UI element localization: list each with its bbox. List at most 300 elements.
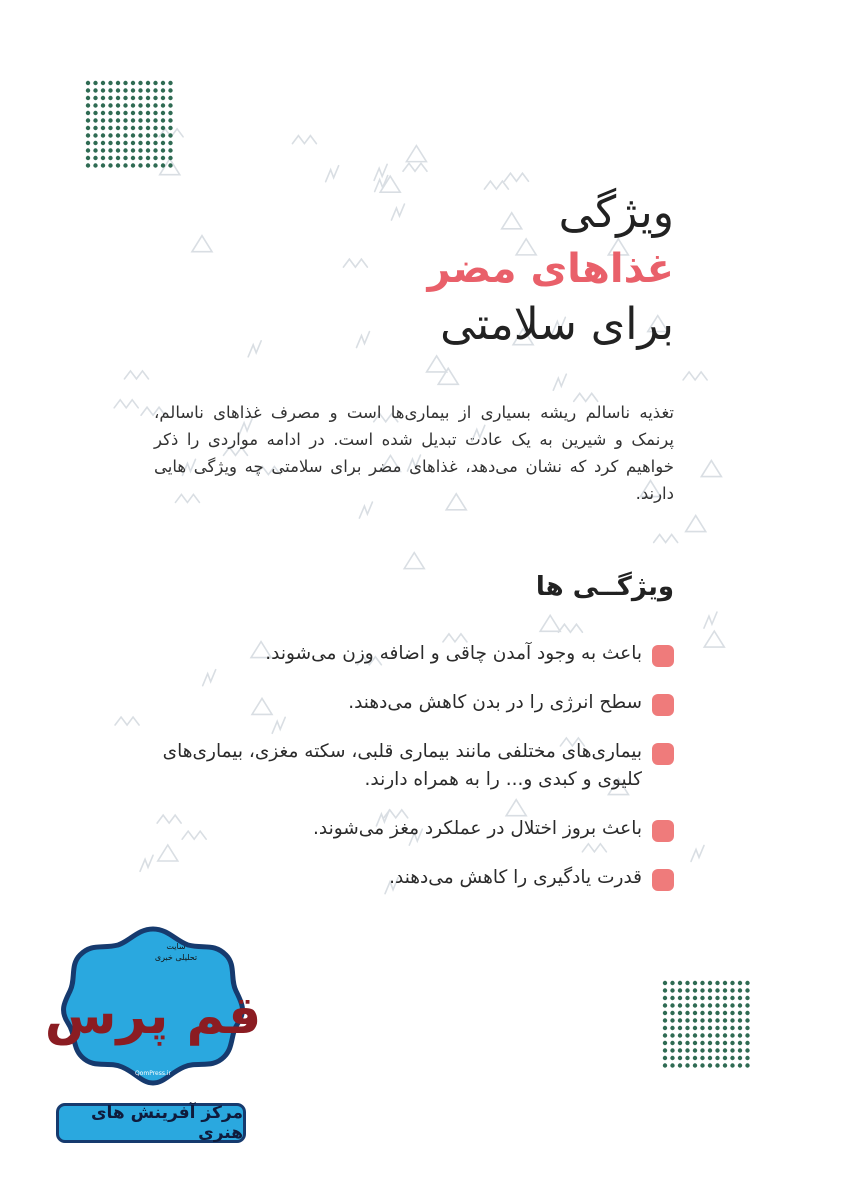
dot [700,996,704,1000]
dot [745,1056,749,1060]
doodle-shape [683,372,707,380]
feature-text: باعث بروز اختلال در عملکرد مغز می‌شوند. [313,818,642,839]
doodle-shape [356,332,369,348]
dot [168,141,172,145]
dot [123,133,127,137]
dot [723,1048,727,1052]
dot [670,981,674,985]
doodle-shape [374,164,387,180]
dot [670,1003,674,1007]
dot [153,156,157,160]
dot [745,1011,749,1015]
dot [730,1018,734,1022]
dot [708,981,712,985]
dot [715,988,719,992]
dot [708,1018,712,1022]
dot [131,96,135,100]
dot [101,81,105,85]
features-heading: ویژگــی ها [535,572,674,602]
dot [700,1026,704,1030]
dot [693,1033,697,1037]
doodle-shape [504,173,528,181]
dot [138,96,142,100]
doodle-shape [192,236,212,252]
dot [738,1033,742,1037]
dot [685,1063,689,1067]
dot [678,1033,682,1037]
dot [146,163,150,167]
dot [168,103,172,107]
dot [738,1003,742,1007]
dot [700,1033,704,1037]
dot [678,1018,682,1022]
dot [138,118,142,122]
dot [131,118,135,122]
dot [93,96,97,100]
brand-logo [44,925,262,1085]
dot [138,163,142,167]
logo-top-text: سایت [166,942,186,951]
list-item [154,640,674,668]
dot [93,141,97,145]
dot [685,996,689,1000]
dot [708,988,712,992]
dot [86,133,90,137]
dot [131,148,135,152]
dot [693,988,697,992]
dot [116,148,120,152]
dot [108,126,112,130]
title-line-1: ویژگی [558,187,674,238]
dot [693,996,697,1000]
dot [86,118,90,122]
dot [153,163,157,167]
dot [168,148,172,152]
dot [101,111,105,115]
dot [678,1041,682,1045]
dot [670,1041,674,1045]
dot [93,88,97,92]
doodle-shape [404,553,424,569]
dot [161,133,165,137]
dot [685,1048,689,1052]
dot [738,1056,742,1060]
dot [700,1041,704,1045]
dot [86,96,90,100]
dot [723,988,727,992]
logo-name: قم پرس [44,986,262,1046]
dot [693,981,697,985]
list-item [154,864,674,892]
dot [116,126,120,130]
dot [670,1011,674,1015]
dot [123,103,127,107]
dot [153,96,157,100]
dot [700,1056,704,1060]
dot [161,111,165,115]
dot [108,96,112,100]
dot [723,1033,727,1037]
dot [93,133,97,137]
dot [108,118,112,122]
doodle-shape [115,717,139,725]
dot [678,988,682,992]
dot [745,1033,749,1037]
doodle-shape [686,516,706,532]
dot [153,148,157,152]
dot [123,156,127,160]
bullet-icon [652,869,674,891]
dot [663,1033,667,1037]
dot [663,981,667,985]
dot [116,81,120,85]
dot [663,996,667,1000]
dot [86,126,90,130]
title-line-3: برای سلامتی [440,299,674,350]
dot [715,1056,719,1060]
dot [161,96,165,100]
dot [86,111,90,115]
dot [168,163,172,167]
dot [745,1063,749,1067]
dot [168,96,172,100]
dot [730,988,734,992]
dot [116,103,120,107]
dot [93,126,97,130]
dot [670,1026,674,1030]
dot [168,133,172,137]
dot [153,81,157,85]
dot [153,141,157,145]
dot [108,156,112,160]
doodle-shape [114,400,138,408]
dot [123,126,127,130]
dot [715,1041,719,1045]
dot [723,1041,727,1045]
dot [715,1011,719,1015]
dot [708,1033,712,1037]
dot [101,141,105,145]
dot [101,133,105,137]
dot [745,981,749,985]
dot [123,148,127,152]
dot [670,1033,674,1037]
dot [131,81,135,85]
dot [693,1056,697,1060]
dot [161,148,165,152]
dot [708,1056,712,1060]
dot [131,126,135,130]
page-title [427,185,674,353]
dot [123,81,127,85]
dot [723,1003,727,1007]
list-item [154,815,674,843]
dot [168,81,172,85]
dot [700,1063,704,1067]
dot [101,156,105,160]
dot [715,1063,719,1067]
dot [693,1018,697,1022]
dot [663,1011,667,1015]
dot [131,111,135,115]
dot [108,103,112,107]
dot [153,111,157,115]
dot [101,96,105,100]
dot [745,1018,749,1022]
dot [670,1063,674,1067]
dot [123,111,127,115]
dot [730,1056,734,1060]
feature-text: سطح انرژی را در بدن کاهش می‌دهند. [348,692,642,713]
dot [715,1048,719,1052]
dot [131,141,135,145]
doodle-shape [140,855,153,871]
dot [663,1056,667,1060]
dot [168,126,172,130]
dot [693,1026,697,1030]
dot [715,996,719,1000]
dot [138,88,142,92]
dot [161,88,165,92]
dot [161,163,165,167]
doodle-shape [406,146,426,162]
dot [146,156,150,160]
dot [108,111,112,115]
dot [131,88,135,92]
title-line-2-highlight: غذاهای مضر [427,246,674,292]
dot [116,96,120,100]
dot [101,126,105,130]
dot [116,141,120,145]
dot [138,156,142,160]
dot [738,988,742,992]
dot [116,118,120,122]
dot [93,163,97,167]
dot [745,988,749,992]
bullet-icon [652,820,674,842]
dot [745,1041,749,1045]
dot [138,133,142,137]
dot [146,96,150,100]
dot [738,981,742,985]
dot [685,981,689,985]
dot [730,981,734,985]
dot [168,118,172,122]
dot [708,1026,712,1030]
dot [738,1063,742,1067]
doodle-shape [540,615,560,631]
dot [663,1048,667,1052]
doodle-shape [704,631,724,647]
dot [678,1063,682,1067]
dot [93,81,97,85]
dot [723,1018,727,1022]
dot [708,1011,712,1015]
dot [670,988,674,992]
dot [131,163,135,167]
dot [730,996,734,1000]
doodle-shape [403,163,427,171]
dot [153,133,157,137]
dot [730,1033,734,1037]
dot [738,1048,742,1052]
dot [161,126,165,130]
dot [678,1048,682,1052]
dot [168,111,172,115]
doodle-shape [427,356,447,372]
dot [663,1026,667,1030]
dot [116,163,120,167]
dot [138,126,142,130]
dot [153,118,157,122]
dot [663,1063,667,1067]
dot [685,1056,689,1060]
dot-grid-bottom-right [662,980,752,1070]
dot [123,141,127,145]
dot [685,1018,689,1022]
dot [86,88,90,92]
dot [86,163,90,167]
dot [685,1003,689,1007]
dot [693,1041,697,1045]
dot [146,111,150,115]
dot [93,103,97,107]
doodle-shape [553,374,566,390]
dot [693,1003,697,1007]
dot [101,103,105,107]
dot [138,81,142,85]
dot [693,1048,697,1052]
intro-paragraph: تغذیه ناسالم ریشه بسیاری از بیماری‌ها است و مصرف غذاهای ناسالم، پرنمک و شیرین به یک عادت تبدیل شده است. در ادامه مواردی را ذکر خواهیم کرد که نشان می‌دهد، غذاهای مضر برای سلامتی چه ویژگی هایی دارند. [154,402,674,503]
dot [738,1018,742,1022]
dot [153,103,157,107]
dot [86,156,90,160]
dot [101,163,105,167]
dot [86,141,90,145]
dot [730,1003,734,1007]
dot [146,118,150,122]
dot [93,148,97,152]
dot [745,1026,749,1030]
dot [123,96,127,100]
bullet-icon [652,743,674,765]
dot [86,148,90,152]
dot [116,88,120,92]
dot [108,141,112,145]
dot [685,988,689,992]
dot [146,103,150,107]
feature-text: قدرت یادگیری را کاهش می‌دهند. [389,867,642,888]
dot [700,1018,704,1022]
dot [93,111,97,115]
dot [131,133,135,137]
dot [700,1048,704,1052]
feature-text: باعث به وجود آمدن چاقی و اضافه وزن می‌شوند. [265,643,642,664]
dot [670,1048,674,1052]
dot [101,88,105,92]
dot [678,996,682,1000]
dot [146,88,150,92]
dot [678,1003,682,1007]
dot [108,133,112,137]
dot [86,81,90,85]
dot [116,156,120,160]
feature-text: بیماری‌های مختلفی مانند بیماری قلبی، سکته مغزی، بیماری‌های کلیوی و کبدی و... را به همراه دارند. [162,741,642,790]
dot [723,1056,727,1060]
dot [670,1018,674,1022]
dot [101,118,105,122]
doodle-shape [343,259,367,267]
dot [123,118,127,122]
doodle-shape [704,612,717,628]
dot [108,163,112,167]
dot [708,1003,712,1007]
dot [138,148,142,152]
dot [146,126,150,130]
doodle-shape [124,371,148,379]
dot [685,1033,689,1037]
dot [663,1018,667,1022]
dot [685,1026,689,1030]
dot [708,1048,712,1052]
brand-label: مرکز آفرینش های هنری [56,1103,246,1143]
list-item [154,689,674,717]
dot [161,81,165,85]
dot [693,1011,697,1015]
dot [116,111,120,115]
dot [153,88,157,92]
dot [93,118,97,122]
dot [678,1056,682,1060]
dot [730,1063,734,1067]
dot [700,1003,704,1007]
dot [670,1056,674,1060]
doodle-shape [248,341,261,357]
dot [663,1003,667,1007]
dot [723,1011,727,1015]
bullet-icon [652,694,674,716]
dot [153,126,157,130]
dot [93,156,97,160]
dot [86,103,90,107]
dot [708,996,712,1000]
dot [131,103,135,107]
dot [146,81,150,85]
dot [131,156,135,160]
dot [146,133,150,137]
dot [745,1048,749,1052]
dot [730,1041,734,1045]
doodle-shape [558,624,582,632]
dot [700,981,704,985]
dot [138,111,142,115]
doodle-shape [391,204,404,220]
dot [738,1026,742,1030]
dot [108,88,112,92]
dot [663,988,667,992]
feature-list [154,640,674,913]
dot [161,141,165,145]
dot [685,1011,689,1015]
doodle-shape [701,461,721,477]
dot [708,1041,712,1045]
dot [663,1041,667,1045]
dot [730,1011,734,1015]
dot [715,1026,719,1030]
dot [108,148,112,152]
dot [161,156,165,160]
dot [730,1026,734,1030]
